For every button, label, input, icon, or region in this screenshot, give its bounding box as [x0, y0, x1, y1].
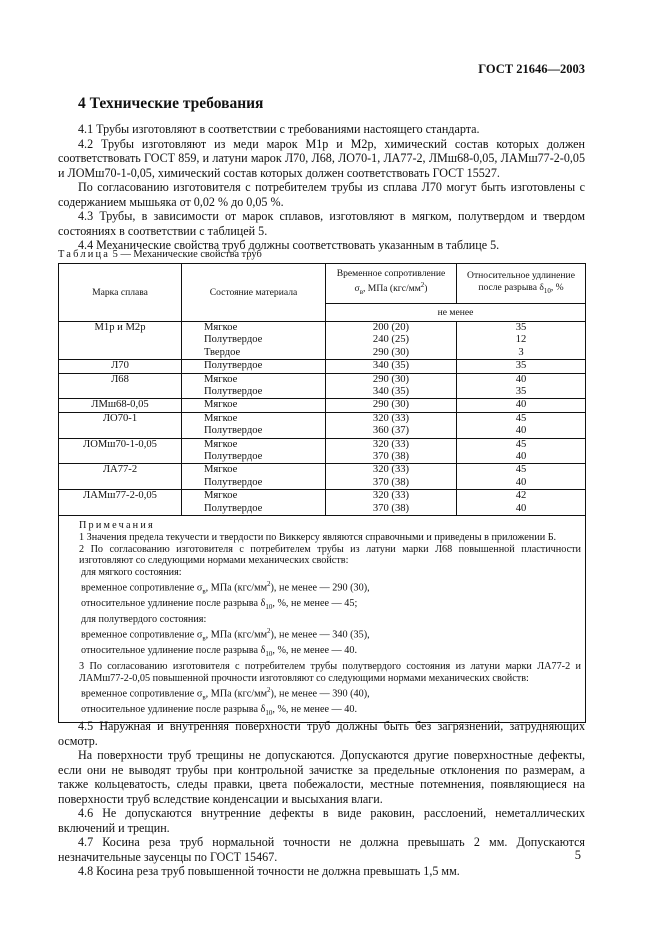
elongation-cell: [457, 464, 586, 490]
header-strength: Временное сопротивление $\sigma_в$, МПа $(кгс/мм^2)$: [326, 264, 457, 304]
elongation-cell-line: 40: [515, 451, 527, 463]
strength-cell: [326, 438, 457, 464]
header-state: Состояние материала: [182, 264, 326, 322]
mechanical-properties-table: [58, 263, 586, 723]
intro-text: [58, 122, 585, 253]
state-cell: [182, 490, 326, 516]
paragraph-l70: По согласованию изготовителя с потребителем трубы из сплава Л70 могут быть изготовлены с содержанием мышьяка от 0,02 % до 0,05 %.: [58, 180, 585, 209]
note-3-strength: временное сопротивление $\sigma_в$, МПа $(кгс/мм^2)$, не менее — 390 (40),: [81, 685, 370, 701]
elongation-cell-line: 40: [515, 425, 527, 437]
table-row: [59, 490, 586, 516]
state-cell-line: Полутвердое: [204, 334, 263, 346]
strength-cell: [326, 464, 457, 490]
paragraph-4-2: 4.2 Трубы изготовляют из меди марок М1р и М2р, химический состав которых должен соответствовать ГОСТ 859, и латуни марок Л70, Л68, ЛО70-1, ЛА77-2, ЛМш68-0,05, ЛАМш77-2-0,05 и ЛОМш70-1-0,05, химический состав которых должен соответствовать ГОСТ 15527.: [58, 136, 585, 180]
elongation-cell-line: 35: [515, 386, 527, 398]
elongation-cell: [457, 360, 586, 373]
table-row: [59, 399, 586, 412]
strength-cell-line: 370 (38): [372, 502, 410, 514]
state-cell-line: Полутвердое: [204, 360, 263, 372]
strength-cell-line: 360 (37): [372, 425, 410, 437]
notes-title: Примечания: [79, 520, 155, 532]
state-cell-line: Мягкое: [204, 412, 238, 424]
after-text: [58, 719, 585, 879]
paragraph-4-4: 4.4 Механические свойства труб должны соответствовать указанным в таблице 5.: [78, 238, 500, 252]
state-cell-line: Полутвердое: [204, 425, 263, 437]
strength-cell-line: 290 (30): [372, 373, 410, 385]
state-cell-line: Мягкое: [204, 399, 238, 411]
state-cell: [182, 438, 326, 464]
table-row: [59, 438, 586, 464]
paragraph-4-5: 4.5 Наружная и внутренняя поверхности труб должны быть без загрязнений, затрудняющих осмотр.: [58, 719, 585, 748]
elongation-cell-line: 12: [515, 334, 527, 346]
header-alloy: Марка сплава: [59, 264, 182, 322]
state-cell-line: Мягкое: [204, 490, 238, 502]
alloy-cell: ЛАМш77-2-0,05: [59, 490, 182, 516]
paragraph-4-7: 4.7 Косина реза труб нормальной точности не должна превышать 2 мм. Допускаются незначительные заусенцы по ГОСТ 15467.: [58, 835, 585, 864]
note-1: 1 Значения предела текучести и твердости по Виккерсу являются справочными и приведены в приложении Б.: [79, 531, 557, 543]
alloy-cell: Л68: [59, 373, 182, 399]
elongation-cell: [457, 322, 586, 360]
elongation-cell-line: 35: [515, 360, 527, 372]
state-cell-line: Мягкое: [204, 438, 238, 450]
state-cell-line: Полутвердое: [204, 476, 263, 488]
table-row: [59, 322, 586, 360]
state-cell-line: Полутвердое: [204, 451, 263, 463]
state-cell: [182, 412, 326, 438]
alloy-cell: ЛОМш70-1-0,05: [59, 438, 182, 464]
elongation-cell-line: 40: [515, 399, 527, 411]
strength-cell: [326, 490, 457, 516]
strength-cell: [326, 322, 457, 360]
note-2-soft-elongation: относительное удлинение после разрыва $\delta_{10}$, %, не менее — 45;: [81, 598, 358, 612]
state-cell: [182, 360, 326, 373]
elongation-cell-line: 3: [518, 346, 524, 358]
state-cell-line: Мягкое: [204, 373, 238, 385]
paragraph-4-3: 4.3 Трубы, в зависимости от марок сплавов, изготовляют в мягком, полутвердом и твердом состояниях в соответствии с таблицей 5.: [58, 209, 585, 238]
strength-cell: [326, 412, 457, 438]
elongation-cell-line: 45: [515, 464, 527, 476]
state-cell: [182, 464, 326, 490]
table-caption: [58, 249, 262, 260]
note-3-elongation: относительное удлинение после разрыва $\delta_{10}$, %, не менее — 40.: [81, 703, 358, 717]
note-2-soft-strength: временное сопротивление $\sigma_в$, МПа $(кгс/мм^2)$, не менее — 290 (30),: [81, 580, 370, 596]
paragraph-4-8: 4.8 Косина реза труб повышенной точности не должна превышать 1,5 мм.: [78, 864, 460, 878]
state-cell: [182, 322, 326, 360]
state-cell: [182, 373, 326, 399]
strength-cell-line: 340 (35): [372, 386, 410, 398]
elongation-cell-line: 45: [515, 412, 527, 424]
note-2: 2 По согласованию изготовителя с потребителем трубы из латуни марки Л68 повышенной пластичности изготовляют со следующими нормами механических свойств:: [79, 543, 581, 567]
strength-cell-line: 370 (38): [372, 476, 410, 488]
table-row: [59, 373, 586, 399]
elongation-cell-line: 40: [515, 502, 527, 514]
alloy-cell: ЛО70-1: [59, 412, 182, 438]
strength-cell-line: 320 (33): [372, 464, 410, 476]
strength-cell: [326, 373, 457, 399]
table-row: [59, 412, 586, 438]
alloy-cell: ЛМш68-0,05: [59, 399, 182, 412]
table-row: [59, 360, 586, 373]
note-3: 3 По согласованию изготовителя с потребителем трубы полутвердого состояния из латуни марки ЛА77-2 и ЛАМш77-2-0,05 повышенной прочности изготовляют со следующими нормами механических свойств:: [79, 660, 581, 684]
alloy-cell: Л70: [59, 360, 182, 373]
state-cell-line: Мягкое: [204, 464, 238, 476]
alloy-cell: М1р и М2р: [59, 322, 182, 360]
state-cell-line: Твердое: [204, 346, 241, 358]
state-cell-line: Полутвердое: [204, 502, 263, 514]
section-title: 4 Технические требования: [78, 95, 264, 112]
elongation-cell: [457, 412, 586, 438]
paragraph-4-1: 4.1 Трубы изготовляют в соответствии с требованиями настоящего стандарта.: [78, 122, 480, 136]
alloy-cell: ЛА77-2: [59, 464, 182, 490]
elongation-cell-line: 35: [515, 322, 527, 333]
note-2-soft-label: для мягкого состояния:: [81, 567, 182, 579]
table-caption-text: 5 — Механические свойства труб: [110, 249, 262, 260]
strength-cell-line: 290 (30): [372, 346, 410, 358]
state-cell-line: Мягкое: [204, 322, 238, 333]
table-row: [59, 464, 586, 490]
header-elongation: Относительное удлинение после разрыва $\delta_{10}$, %: [457, 264, 586, 304]
elongation-cell: [457, 373, 586, 399]
document-code: ГОСТ 21646—2003: [478, 62, 585, 76]
header-min-note: не менее: [326, 304, 586, 322]
strength-cell-line: 290 (30): [372, 399, 410, 411]
note-2-half-label: для полутвердого состояния:: [81, 614, 207, 626]
strength-cell-line: 240 (25): [372, 334, 410, 346]
note-2-half-strength: временное сопротивление $\sigma_в$, МПа $(кгс/мм^2)$, не менее — 340 (35),: [81, 626, 370, 643]
elongation-cell-line: 40: [515, 476, 527, 488]
elongation-cell-line: 45: [515, 438, 527, 450]
table-caption-word: Таблица: [58, 249, 111, 260]
note-2-half-elongation: относительное удлинение после разрыва $\delta_{10}$, %, не менее — 40.: [81, 645, 358, 659]
strength-cell-line: 370 (38): [372, 451, 410, 463]
strength-cell-line: 320 (33): [372, 412, 410, 424]
paragraph-4-6: 4.6 Не допускаются внутренние дефекты в виде раковин, расслоений, неметаллических включений и трещин.: [58, 806, 585, 835]
elongation-cell: [457, 490, 586, 516]
strength-cell-line: 340 (35): [372, 360, 410, 372]
elongation-cell-line: 40: [515, 373, 527, 385]
strength-cell: [326, 360, 457, 373]
strength-cell-line: 320 (33): [372, 438, 410, 450]
state-cell-line: Полутвердое: [204, 386, 263, 398]
table-notes: [59, 516, 586, 723]
elongation-cell: [457, 438, 586, 464]
state-cell: [182, 399, 326, 412]
strength-cell-line: 200 (20): [372, 322, 410, 333]
strength-cell-line: 320 (33): [372, 490, 410, 502]
elongation-cell-line: 42: [515, 490, 527, 502]
page-number: 5: [574, 848, 581, 862]
paragraph-surface: На поверхности труб трещины не допускаются. Допускаются другие поверхностные дефекты, если они не выводят трубы при контрольной зачистке за предельные отклонения по размерам, а также кольцеватость, следы правки, цвета побежалости, местные потемнения, появляющиеся на поверхности труб вследствие конденсации и высыхания влаги.: [58, 748, 585, 806]
strength-cell: [326, 399, 457, 412]
elongation-cell: [457, 399, 586, 412]
